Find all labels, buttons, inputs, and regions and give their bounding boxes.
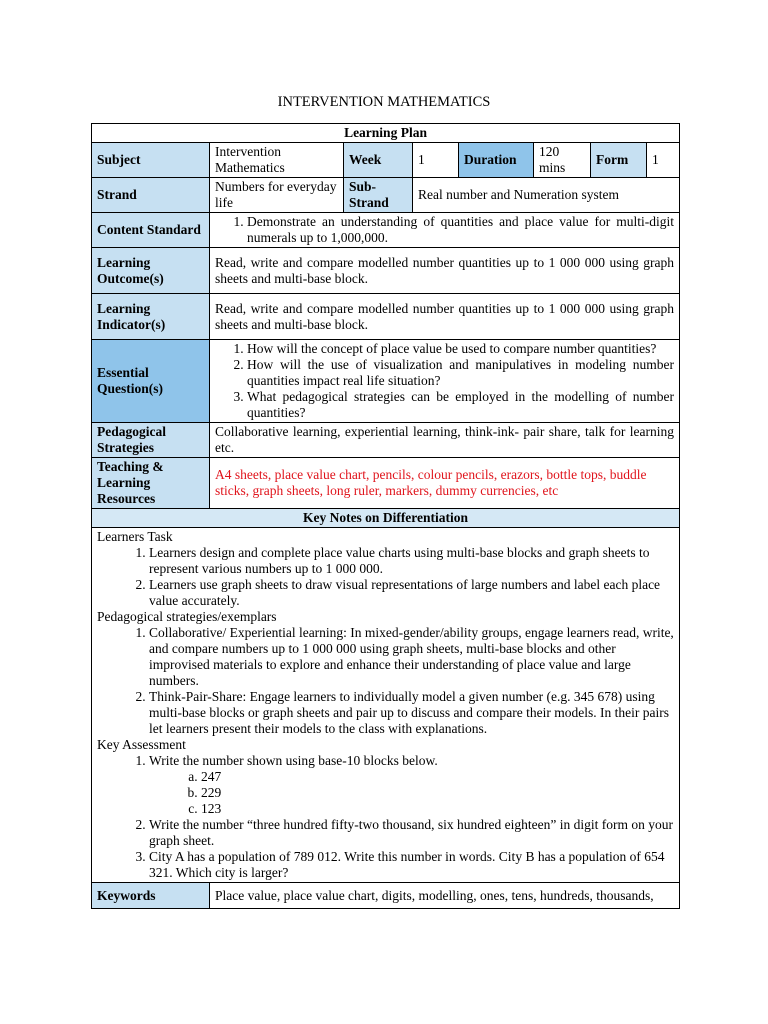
learning-plan-table bbox=[91, 123, 680, 909]
essential-questions-label: Essential Question(s) bbox=[92, 340, 210, 423]
learners-task-heading: Learners Task bbox=[97, 529, 173, 544]
content-standard-item: 1. Demonstrate an understanding of quantities and place value for multi-digit numerals up to 1,000,000. bbox=[247, 214, 674, 246]
keywords-value: Place value, place value chart, digits, modelling, ones, tens, hundreds, thousands, bbox=[210, 883, 680, 909]
key-notes-body bbox=[92, 528, 680, 883]
strand-value: Numbers for everyday life bbox=[210, 178, 344, 213]
key-notes-header: Key Notes on Differentiation bbox=[92, 509, 680, 528]
week-label: Week bbox=[344, 143, 413, 178]
teaching-resources-label: Teaching & Learning Resources bbox=[92, 458, 210, 509]
assessment-q1-text: Write the number shown using base-10 blocks below. bbox=[149, 753, 438, 768]
assessment-q1-part: b. 229 bbox=[201, 785, 674, 801]
learning-plan-header: Learning Plan bbox=[92, 124, 680, 143]
essential-question-item: 3. What pedagogical strategies can be employed in the modelling of number quantities? bbox=[247, 389, 674, 421]
essential-question-item: 2. How will the use of visualization and manipulatives in modeling number quantities impact real life situation? bbox=[247, 357, 674, 389]
duration-label: Duration bbox=[459, 143, 534, 178]
strand-label: Strand bbox=[92, 178, 210, 213]
duration-value: 120 mins bbox=[534, 143, 591, 178]
assessment-item: 2. Write the number “three hundred fifty-two thousand, six hundred eighteen” in digit form on your graph sheet. bbox=[149, 817, 674, 849]
pedagogical-strategies-value: Collaborative learning, experiential learning, think-ink- pair share, talk for learning etc. bbox=[210, 423, 680, 458]
essential-questions-value bbox=[210, 340, 680, 423]
assessment-heading: Key Assessment bbox=[97, 737, 186, 752]
learning-outcome-value: Read, write and compare modelled number quantities up to 1 000 000 using graph sheets and multi-base block. bbox=[210, 248, 680, 294]
pedagogy-item: 2. Think-Pair-Share: Engage learners to individually model a given number (e.g. 345 678) using multi-base blocks or graph sheets and pair up to discuss and compare their models. In their pairs let learners present their models to the class with explanations. bbox=[149, 689, 674, 737]
sub-strand-value: Real number and Numeration system bbox=[413, 178, 680, 213]
learners-task-item: 2. Learners use graph sheets to draw visual representations of large numbers and label each place value accurately. bbox=[149, 577, 674, 609]
page-title: INTERVENTION MATHEMATICS bbox=[277, 94, 491, 110]
form-label: Form bbox=[591, 143, 647, 178]
keywords-label: Keywords bbox=[92, 883, 210, 909]
assessment-item bbox=[149, 753, 674, 817]
form-value: 1 bbox=[647, 143, 680, 178]
week-value: 1 bbox=[413, 143, 459, 178]
subject-value: Intervention Mathematics bbox=[210, 143, 344, 178]
essential-question-item: 1. How will the concept of place value be used to compare number quantities? bbox=[247, 341, 674, 357]
sub-strand-label: Sub-Strand bbox=[344, 178, 413, 213]
learning-indicator-label: Learning Indicator(s) bbox=[92, 294, 210, 340]
content-standard-label: Content Standard bbox=[92, 213, 210, 248]
learning-indicator-value: Read, write and compare modelled number quantities up to 1 000 000 using graph sheets and multi-base block. bbox=[210, 294, 680, 340]
learners-task-item: 1. Learners design and complete place value charts using multi-base blocks and graph sheets to represent various numbers up to 1 000 000. bbox=[149, 545, 674, 577]
pedagogical-strategies-label: Pedagogical Strategies bbox=[92, 423, 210, 458]
teaching-resources-value: A4 sheets, place value chart, pencils, colour pencils, erazors, bottle tops, buddle sticks, graph sheets, long ruler, markers, dummy currencies, etc bbox=[210, 458, 680, 509]
learning-outcome-label: Learning Outcome(s) bbox=[92, 248, 210, 294]
pedagogy-heading: Pedagogical strategies/exemplars bbox=[97, 609, 277, 624]
assessment-q1-part: a. 247 bbox=[201, 769, 674, 785]
assessment-q1-part: c. 123 bbox=[201, 801, 674, 817]
subject-label: Subject bbox=[92, 143, 210, 178]
pedagogy-item: 1. Collaborative/ Experiential learning: In mixed-gender/ability groups, engage learners read, write, and compare numbers up to 1 000 000 using graph sheets, multi-base blocks and other improvised materials to explore and enhance their understanding of place value and large numbers. bbox=[149, 625, 674, 689]
assessment-item: 3. City A has a population of 789 012. Write this number in words. City B has a population of 654 321. Which city is larger? bbox=[149, 849, 674, 881]
content-standard-value bbox=[210, 213, 680, 248]
